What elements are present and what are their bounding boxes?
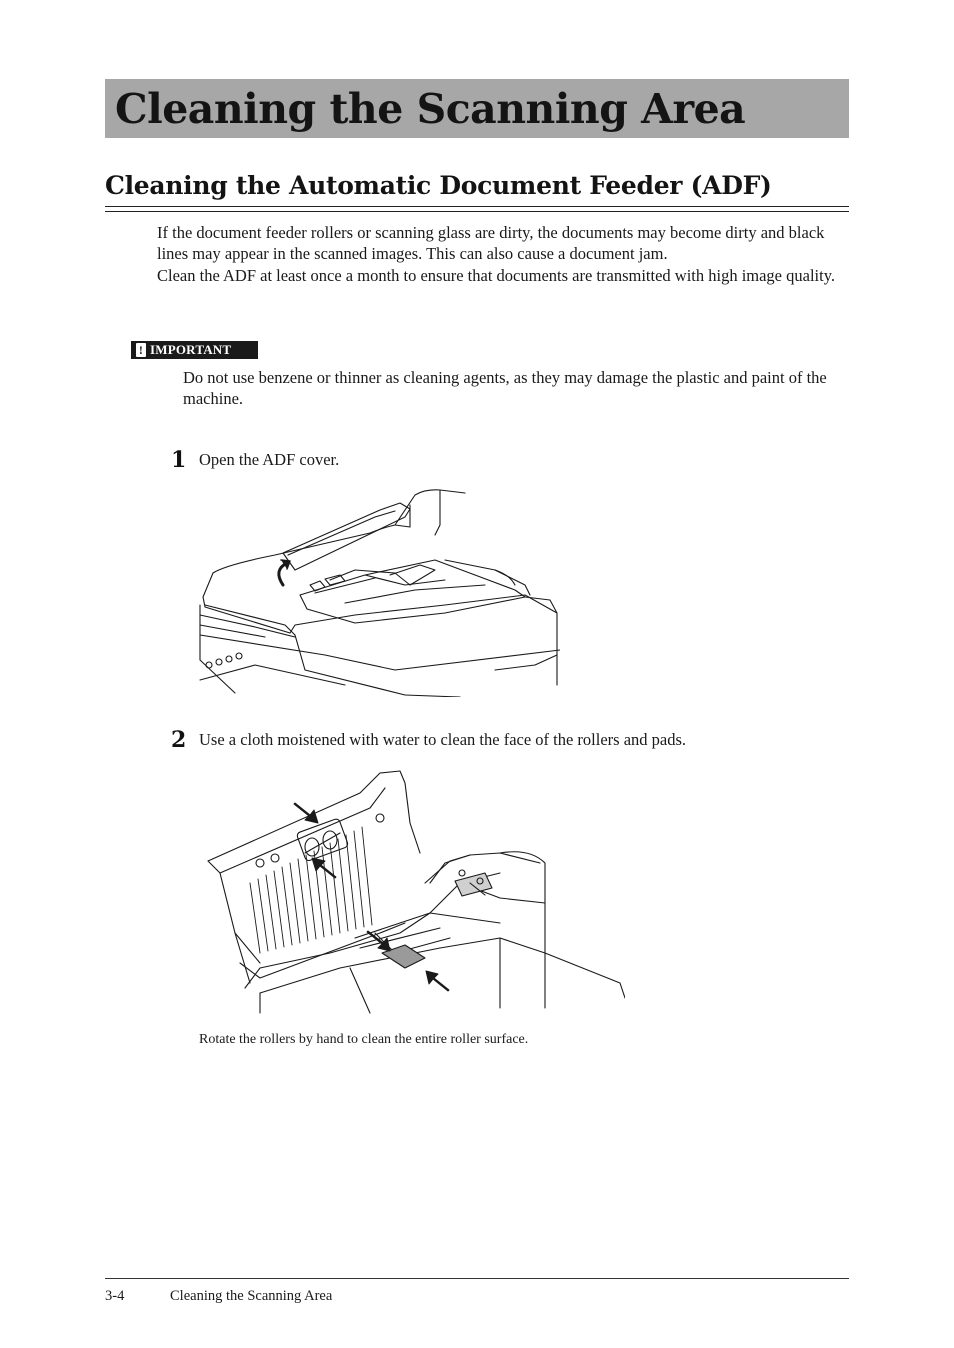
adf-cover-open-illustration — [195, 485, 560, 697]
section-title: Cleaning the Automatic Document Feeder (ADF) — [105, 171, 772, 200]
footer-page-number: 3-4 — [105, 1288, 125, 1304]
exclamation-icon: ! — [136, 343, 146, 357]
step-1-text: Open the ADF cover. — [199, 450, 340, 469]
footer-chapter-title: Cleaning the Scanning Area — [170, 1288, 333, 1304]
important-label-text: IMPORTANT — [150, 342, 232, 357]
important-text: Do not use benzene or thinner as cleaning agents, as they may damage the plastic and paint of the machine. — [183, 368, 827, 409]
chapter-title-bar — [105, 79, 849, 138]
step-2-text: Use a cloth moistened with water to clean the face of the rollers and pads. — [199, 730, 687, 749]
step-2-number: 2 — [171, 727, 187, 753]
section-rule-bottom — [105, 211, 849, 212]
important-label — [131, 341, 258, 359]
intro-paragraph-1: If the document feeder rollers or scanning glass are dirty, the documents may become dirty and black lines may appear in the scanned images. This can also cause a document jam. — [157, 223, 825, 264]
step-2-note: Rotate the rollers by hand to clean the entire roller surface. — [199, 1032, 529, 1047]
intro-text — [157, 222, 852, 286]
section-rule-top — [105, 206, 849, 207]
adf-rollers-pads-illustration — [200, 763, 625, 1015]
intro-paragraph-2: Clean the ADF at least once a month to ensure that documents are transmitted with high image quality. — [157, 265, 836, 285]
footer-rule — [105, 1278, 849, 1279]
step-1-number: 1 — [171, 447, 187, 473]
page-title: Cleaning the Scanning Area — [115, 85, 746, 133]
